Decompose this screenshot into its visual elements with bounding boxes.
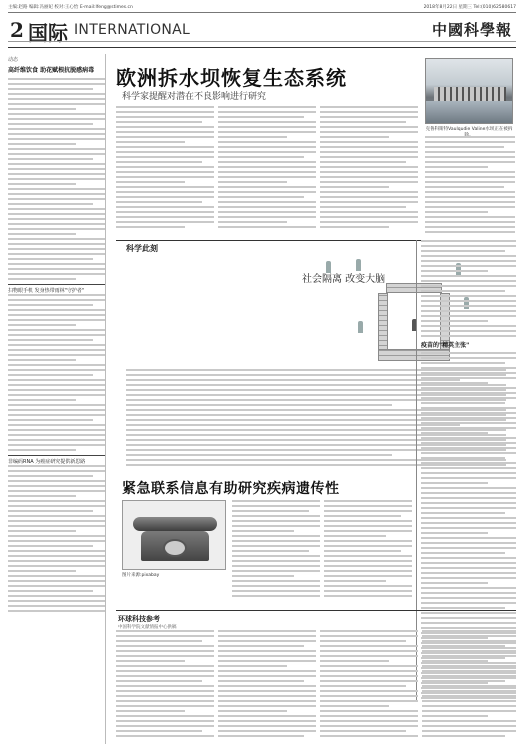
date-info: 2018年8月22日 星期三 Tel:(010)62580617 xyxy=(423,5,516,10)
person-figure xyxy=(326,261,331,273)
section-title-cn: 国际 xyxy=(28,21,68,45)
tech-reference-section xyxy=(116,610,516,630)
news-headline-2: 扫物眼手机 发身热带雨林"守护者" xyxy=(8,284,105,294)
news-body-2 xyxy=(8,294,105,451)
person-figure xyxy=(358,321,363,333)
dam-structure-image xyxy=(434,87,506,101)
science-feature-title: 科学此刻 xyxy=(126,244,158,253)
main-headline: 欧洲拆水坝恢复生态系统 xyxy=(116,66,347,90)
news-body-1 xyxy=(8,78,105,280)
news-headline-1: 高纤维饮食 助花赋根抗脱感病毒 xyxy=(8,67,95,74)
main-subheadline: 科学家提醒对潜在不良影响进行研究 xyxy=(122,92,267,102)
main-story-col-3 xyxy=(320,106,418,231)
main-story-col-1 xyxy=(116,106,214,231)
page-header xyxy=(8,14,516,48)
tech-reference-subtitle: 中国科学院文献情报中心供稿 xyxy=(118,625,177,630)
main-story-col-2 xyxy=(218,106,316,231)
telephone-photo xyxy=(122,500,226,570)
dam-photo-caption: 克鲁科斯特Vaulqudie Valine水坝正在被拆 xyxy=(425,127,513,132)
tech-reference-title: 环球科技参考 xyxy=(118,615,160,623)
cartoon-title: 社会隔离 改变大脑 xyxy=(302,274,386,285)
water-image xyxy=(426,101,512,124)
telephone-dial-image xyxy=(163,539,187,557)
section-title-en: INTERNATIONAL xyxy=(74,22,191,38)
person-figure xyxy=(356,259,361,271)
sidebar-subhead: 疫苗的"精英主张" xyxy=(421,342,470,349)
telephone-handset-image xyxy=(133,517,217,531)
tech-reference-col-1 xyxy=(116,630,214,740)
news-column-label: 动态 xyxy=(8,57,19,63)
news-headline-3: 非编码RNA 为癌症研究提供新思路 xyxy=(8,455,105,465)
second-story-col-2 xyxy=(324,500,412,600)
telephone-photo-caption: 图片来源:pixabay xyxy=(122,573,160,578)
left-news-column xyxy=(8,54,106,744)
header-rule xyxy=(8,41,516,42)
tech-reference-col-4 xyxy=(422,630,516,740)
main-story-col-4 xyxy=(425,136,515,236)
second-headline: 紧急联系信息有助研究疾病遗传性 xyxy=(122,481,340,497)
news-body-3 xyxy=(8,465,105,612)
tech-reference-col-3 xyxy=(320,630,418,740)
second-story-col-1 xyxy=(232,500,320,600)
newspaper-masthead: 中國科學報 xyxy=(431,21,512,39)
top-info-bar xyxy=(8,4,516,13)
editor-info: 主编:赵路 编辑:冯丽妃 校对:王心怡 E-mail:lfeng@stimes.cn xyxy=(8,5,133,10)
page-number: 2 xyxy=(10,18,24,42)
tech-reference-col-2 xyxy=(218,630,316,740)
brick-wall-left xyxy=(378,293,388,351)
dam-photo xyxy=(425,58,513,124)
